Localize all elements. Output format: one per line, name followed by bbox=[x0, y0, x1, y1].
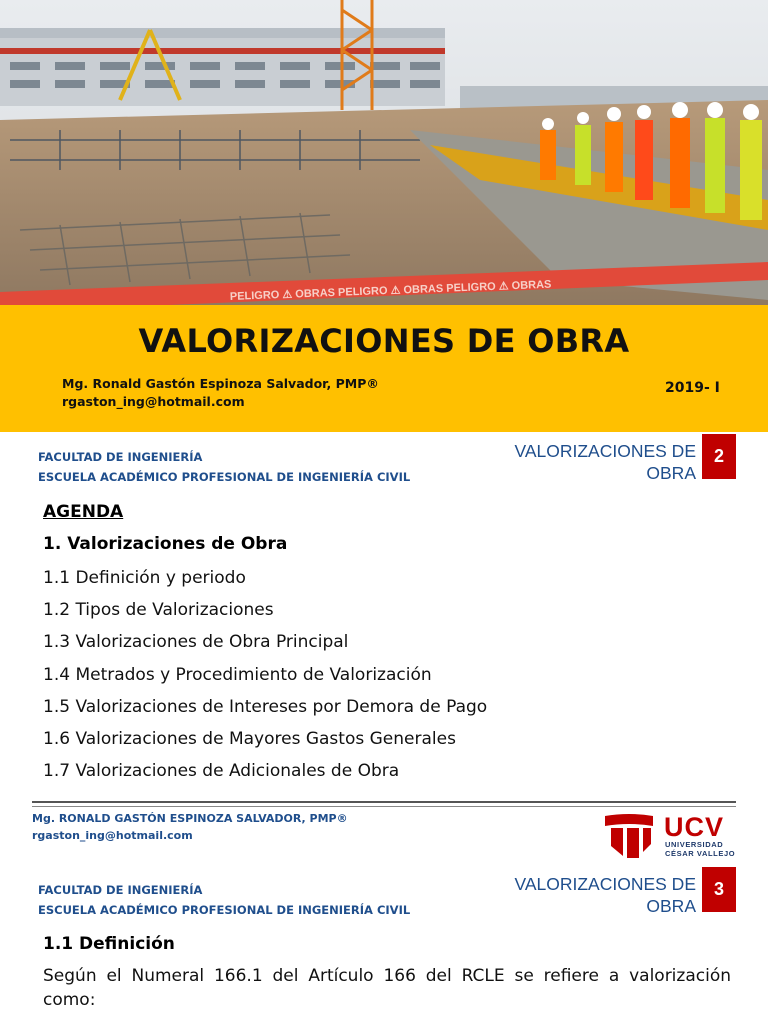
ucv-acronym: UCV bbox=[664, 812, 725, 842]
footer-divider bbox=[32, 801, 736, 803]
slide-3-header bbox=[0, 871, 768, 931]
slide-header-title-line2: OBRA bbox=[646, 463, 696, 483]
school-name: ESCUELA ACADÉMICO PROFESIONAL DE INGENIERÍA CIVIL bbox=[38, 470, 411, 484]
slide-header-title-line2: OBRA bbox=[646, 896, 696, 916]
section-title: 1.1 Definición bbox=[43, 934, 175, 954]
construction-site-photo bbox=[0, 0, 768, 314]
academic-period: 2019- I bbox=[665, 380, 720, 396]
slide-header-title bbox=[514, 873, 696, 917]
warning-tape-text: PELIGRO ⚠ OBRAS PELIGRO ⚠ OBRAS PELIGRO ⚠ OBRAS bbox=[229, 278, 552, 303]
ucv-logo bbox=[603, 812, 737, 860]
slide-header-title-line1: VALORIZACIONES DE bbox=[514, 441, 696, 461]
ucv-line2: CÉSAR VALLEJO bbox=[665, 849, 736, 858]
slide-header-title bbox=[514, 440, 696, 484]
faculty-name: FACULTAD DE INGENIERÍA bbox=[38, 883, 203, 897]
agenda-item: 1.7 Valorizaciones de Adicionales de Obra bbox=[43, 761, 400, 782]
slide-header-title-line1: VALORIZACIONES DE bbox=[514, 874, 696, 894]
footer-author: Mg. RONALD GASTÓN ESPINOZA SALVADOR, PMP® bbox=[32, 812, 348, 825]
ucv-emblem-icon bbox=[603, 812, 655, 860]
author-name: Mg. Ronald Gastón Espinoza Salvador, PMP® bbox=[62, 376, 379, 391]
school-name: ESCUELA ACADÉMICO PROFESIONAL DE INGENIERÍA CIVIL bbox=[38, 903, 411, 917]
agenda-item: 1.3 Valorizaciones de Obra Principal bbox=[43, 632, 349, 653]
agenda-item: 1.1 Definición y periodo bbox=[43, 568, 246, 588]
ucv-line1: UNIVERSIDAD bbox=[665, 840, 724, 849]
page-number-badge: 2 bbox=[702, 434, 736, 479]
author-email: rgaston_ing@hotmail.com bbox=[62, 394, 245, 409]
agenda-item: 1.4 Metrados y Procedimiento de Valorización bbox=[43, 664, 432, 685]
agenda-item: 1.6 Valorizaciones de Mayores Gastos Generales bbox=[43, 728, 456, 749]
faculty-name: FACULTAD DE INGENIERÍA bbox=[38, 450, 203, 464]
page-number-badge: 3 bbox=[702, 867, 736, 912]
section-text: Según el Numeral 166.1 del Artículo 166 del RCLE se refiere a valorización como: bbox=[43, 966, 731, 1010]
footer-email: rgaston_ing@hotmail.com bbox=[32, 829, 193, 842]
title-slide bbox=[0, 0, 768, 432]
presentation-title: VALORIZACIONES DE OBRA bbox=[138, 322, 630, 360]
slide-2-header bbox=[0, 438, 768, 498]
agenda-heading: AGENDA bbox=[43, 502, 124, 522]
footer-divider-thin bbox=[32, 806, 736, 807]
agenda-list bbox=[43, 566, 487, 791]
agenda-item: 1.2 Tipos de Valorizaciones bbox=[43, 600, 274, 621]
agenda-main-item: 1. Valorizaciones de Obra bbox=[43, 534, 288, 554]
agenda-item: 1.5 Valorizaciones de Intereses por Demora de Pago bbox=[43, 696, 488, 717]
